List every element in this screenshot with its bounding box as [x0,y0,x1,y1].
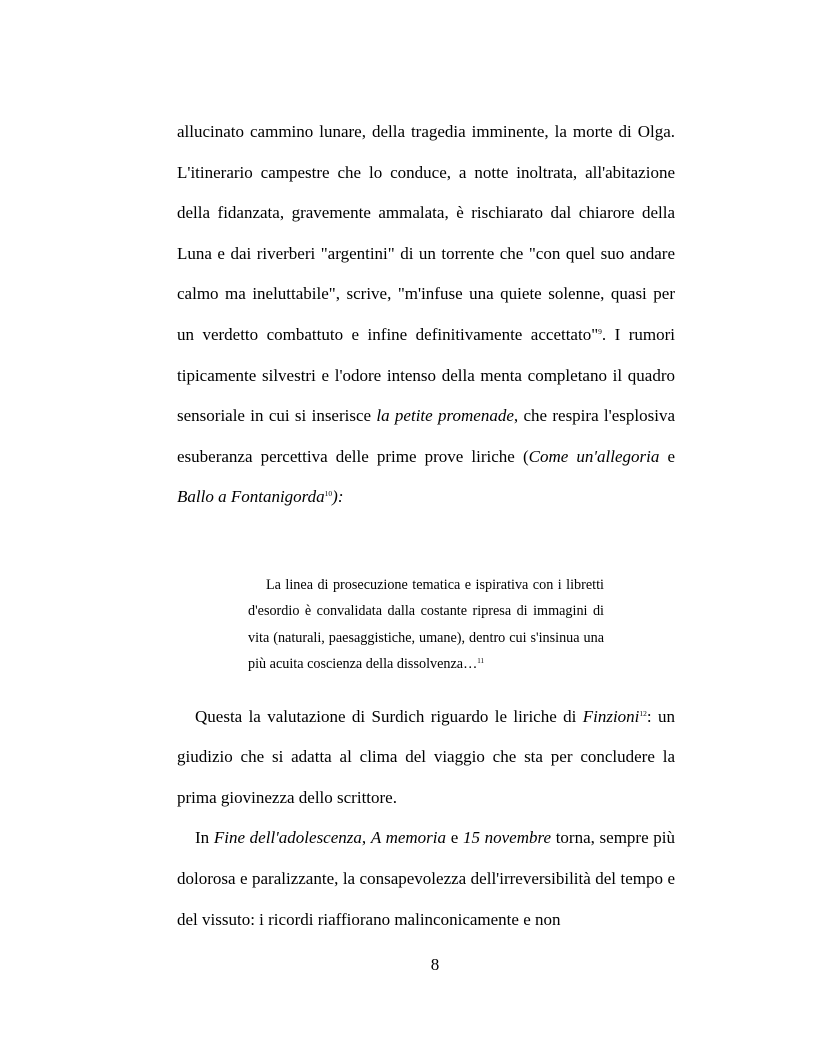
footnote-ref-11: 11 [477,657,485,666]
footnote-ref-12: 12 [639,708,647,718]
work-title: Fine dell'adolescenza [213,828,362,848]
work-title: Ballo a Fontanigorda [177,487,325,507]
paragraph-3: In Fine dell'adolescenza, A memoria e 15 novembre torna, sempre più dolorosa e paralizzante, la consapevolezza dell'irreversibilità del tempo e del vissuto: i ricordi riaffiorano malinconicamente e non [177,828,676,929]
work-title: Come un'allegoria [528,446,660,466]
paragraph-1: allucinato cammino lunare, della tragedia imminente, la morte di Olga. L'itinerario campestre che lo conduce, a notte inoltrata, all'abitazione della fidanzata, gravemente ammalata, è rischiarato dal chiarore della Luna e dai riverberi "argentini" di un torrente che "con quel suo andare calmo ma ineluttabile", scrive, "m'infuse una quiete solenne, quasi per un verdetto combattuto e infine definitivamente accettato"$^9$. I rumori tipicamente silvestri e l'odore intenso della menta completano il quadro sensoriale in cui si inserisce la petite promenade, che respira l'esplosiva esuberanza percettiva delle prime prove liriche (Come un'allegoria e Ballo a Fontanigorda$^{10}$): [177,122,675,507]
work-title: Finzioni [582,706,640,726]
footnote-ref-10: 10 [324,489,333,499]
work-title: A memoria [370,828,447,848]
footnote-ref-9: 9 [598,326,602,336]
work-title: 15 novembre [462,828,552,848]
work-title: la petite promenade [376,406,514,426]
paragraph-2: Questa la valutazione di Surdich riguardo le liriche di Finzioni$^{12}$: un giudizio che si adatta al clima del viaggio che sta per concludere la prima giovinezza dello scrittore. [177,706,675,807]
page-number: 8 [430,955,440,974]
block-quote: La linea di prosecuzione tematica e ispirativa con i libretti d'esordio è convalidata dalla costante ripresa di immagini di vita (naturali, paesaggistiche, umane), dentro cui s'insinua una più acuita coscienza della dissolvenza…$^{11}$ [248,576,604,673]
page-body [177,112,675,940]
